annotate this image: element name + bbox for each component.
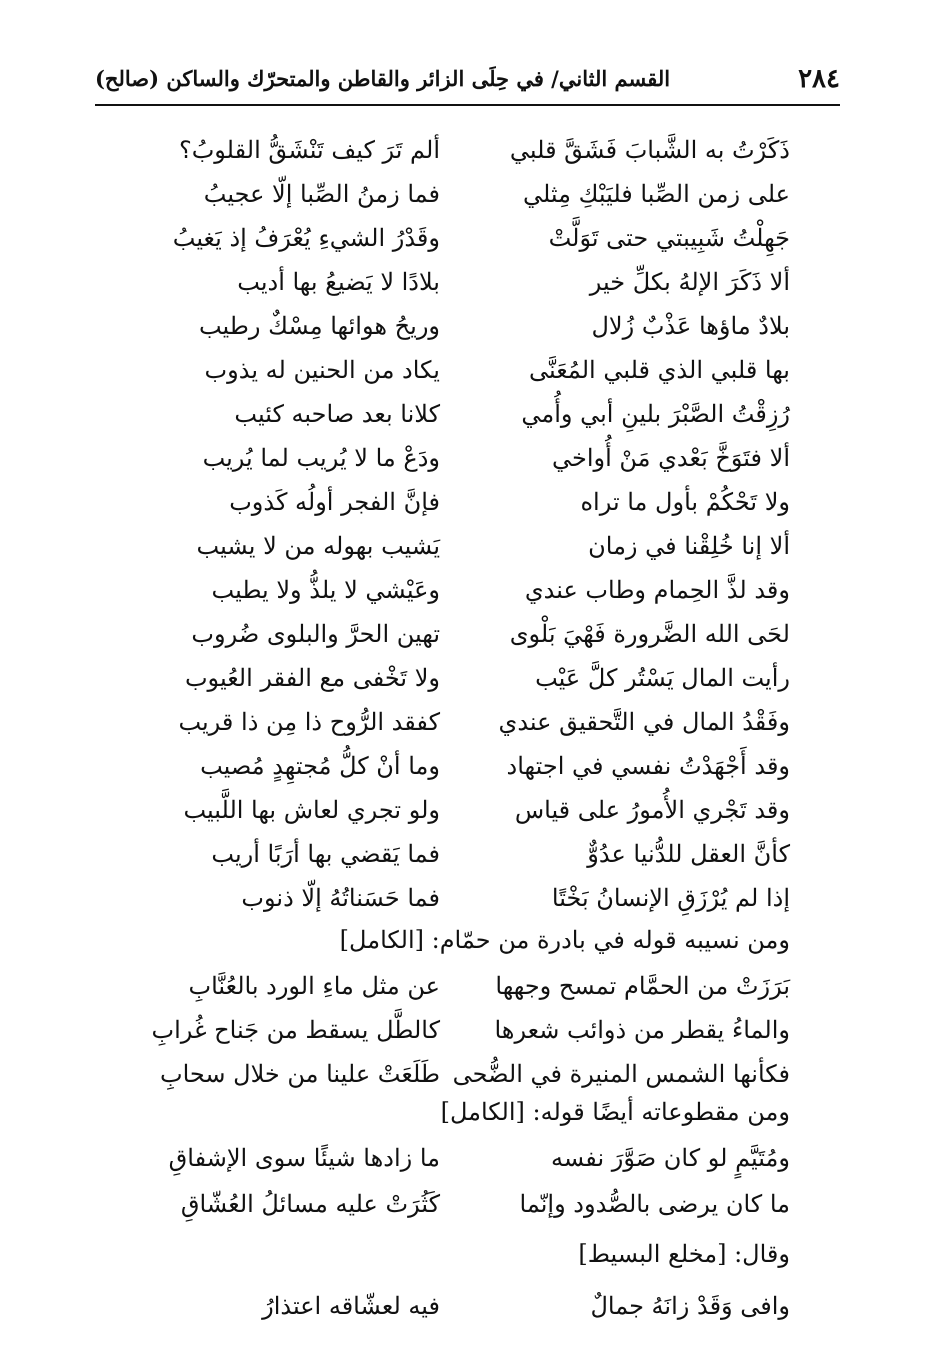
first-hemistich: فكأنها الشمس المنيرة في الضُّحى bbox=[452, 1060, 790, 1088]
second-hemistich: كالطَّل يسقط من جَناح غُرابِ bbox=[151, 1016, 440, 1044]
second-hemistich: فيه لعشّاقه اعتذارُ bbox=[262, 1292, 440, 1320]
second-hemistich: وريحُ هوائها مِسْكٌ رطيب bbox=[198, 312, 440, 340]
verse bbox=[150, 128, 790, 172]
first-hemistich: وقد تَجْري الأُمورُ على قياس bbox=[514, 796, 790, 824]
second-hemistich: ودَعْ ما لا يُريب لما يُريب bbox=[202, 444, 440, 472]
first-hemistich: وقد أَجْهَدْتُ نفسي في اجتهاد bbox=[506, 752, 790, 780]
first-hemistich: بَرَزَتْ من الحمَّام تمسح وجهها bbox=[495, 972, 790, 1000]
first-hemistich: وفَقْدُ المال في التَّحقيق عندي bbox=[498, 708, 790, 736]
first-hemistich: والماءُ يقطر من ذوائب شعرها bbox=[494, 1016, 790, 1044]
second-hemistich: بلادًا لا يَضيعُ بها أديب bbox=[237, 268, 440, 296]
second-hemistich: كفقد الرُّوح ذا مِن ذا قريب bbox=[178, 708, 440, 736]
verse bbox=[150, 216, 790, 260]
second-hemistich: وما أنْ كلُّ مُجتهِدٍ مُصيب bbox=[200, 752, 440, 780]
second-hemistich: عن مثل ماءِ الورد بالعُنَّابِ bbox=[188, 972, 440, 1000]
verse bbox=[150, 964, 790, 1008]
second-hemistich: تهين الحرَّ والبلوى ضُروب bbox=[191, 620, 440, 648]
second-hemistich: فما يَقضي بها أرَبًا أريب bbox=[211, 840, 440, 868]
first-hemistich: على زمن الصِّبا فليَبْكِ مِثلي bbox=[522, 180, 790, 208]
first-hemistich: بها قلبي الذي قلبي المُعَنَّى bbox=[529, 356, 790, 384]
second-hemistich: وعَيْشي لا يلذُّ ولا يطيب bbox=[211, 576, 440, 604]
first-hemistich: ألا إنا خُلِقْنا في زمان bbox=[588, 532, 790, 560]
first-hemistich: بلادٌ ماؤها عَذْبٌ زُلال bbox=[591, 312, 790, 340]
verse bbox=[150, 1052, 790, 1096]
first-hemistich: ألا ذَكَرَ الإلهُ بكلِّ خير bbox=[589, 268, 790, 296]
first-hemistich: ألا فتَوَخَّ بَعْدي مَنْ أُواخي bbox=[551, 444, 790, 472]
verse bbox=[150, 1182, 790, 1226]
second-hemistich: يكاد من الحنين له يذوب bbox=[204, 356, 440, 384]
first-hemistich: وقد لذَّ الحِمام وطاب عندي bbox=[524, 576, 790, 604]
second-hemistich: فإنَّ الفجر أولُه كَذوب bbox=[229, 488, 440, 516]
section-intro: ومن نسيبه قوله في بادرة من حمّام: [الكامل] bbox=[339, 926, 790, 954]
first-hemistich: ومُتَيَّمٍ لو كان صَوَّرَ نفسه bbox=[551, 1144, 790, 1172]
verse bbox=[150, 788, 790, 832]
page-header bbox=[95, 58, 840, 98]
second-hemistich: كلانا بعد صاحبه كئيب bbox=[234, 400, 440, 428]
verse bbox=[150, 1008, 790, 1052]
verse bbox=[150, 656, 790, 700]
second-hemistich: طَلَعَتْ علينا من خلال سحابِ bbox=[160, 1060, 440, 1088]
second-hemistich: ولا تَخْفى مع الفقر العُيوب bbox=[184, 664, 440, 692]
first-hemistich: جَهِلْتُ شَبِيبتي حتى تَوَلَّتْ bbox=[548, 224, 790, 252]
second-hemistich: ألم تَرَ كيف تَنْشَقُّ القلوبُ؟ bbox=[178, 136, 440, 164]
first-hemistich: ذَكَرْتُ به الشَّبابَ فَشَقَّ قلبي bbox=[509, 136, 790, 164]
first-hemistich: وافى وَقَدْ زانَهُ جمالٌ bbox=[590, 1292, 790, 1320]
verse bbox=[150, 832, 790, 876]
verse bbox=[150, 348, 790, 392]
first-hemistich: رأيت المال يَسْتُر كلَّ عَيْب bbox=[535, 664, 790, 692]
first-hemistich: كأنَّ العقل للدُّنيا عدُوٌّ bbox=[587, 840, 790, 868]
verse bbox=[150, 392, 790, 436]
verse bbox=[150, 260, 790, 304]
second-hemistich: ولو تجري لعاش بها اللَّبيب bbox=[183, 796, 440, 824]
verse bbox=[150, 480, 790, 524]
first-hemistich: رُزِقْتُ الصَّبْرَ بلينِ أبي وأُمي bbox=[521, 400, 790, 428]
page-number: ٢٨٤ bbox=[798, 64, 840, 94]
verse bbox=[150, 524, 790, 568]
verse bbox=[150, 568, 790, 612]
verse bbox=[150, 876, 790, 920]
header-rule bbox=[95, 104, 840, 106]
section-intro: وقال: [مخلع البسيط] bbox=[578, 1240, 790, 1268]
second-hemistich: فما حَسَناتُهُ إلّا ذنوب bbox=[241, 884, 440, 912]
verse bbox=[150, 436, 790, 480]
running-title: القسم الثاني/ في حِلَى الزائر والقاطن والمتحرّك والساكن (صالح) bbox=[95, 66, 671, 91]
section-intro: ومن مقطوعاته أيضًا قوله: [الكامل] bbox=[440, 1098, 790, 1126]
verse bbox=[150, 172, 790, 216]
verse bbox=[150, 744, 790, 788]
first-hemistich: لحَى الله الضَّرورة فَهْيَ بَلْوى bbox=[509, 620, 790, 648]
verse bbox=[150, 304, 790, 348]
second-hemistich: فما زمنُ الصِّبا إلّا عجيبُ bbox=[203, 180, 440, 208]
second-hemistich: وقَدْرُ الشيءِ يُعْرَفُ إذ يَغيبُ bbox=[172, 224, 440, 252]
first-hemistich: ما كان يرضى بالصُّدود وإنّما bbox=[519, 1190, 790, 1218]
first-hemistich: إذا لم يُرْزَقِ الإنسانُ بَخْتًا bbox=[551, 884, 790, 912]
second-hemistich: ما زادها شيئًا سوى الإشفاقِ bbox=[168, 1144, 440, 1172]
second-hemistich: كَثُرَتْ عليه مسائلُ العُشّاقِ bbox=[180, 1190, 440, 1218]
first-hemistich: ولا تَحْكُمْ بأول ما تراه bbox=[580, 488, 790, 516]
verse bbox=[150, 1284, 790, 1328]
second-hemistich: يَشيب بهوله من لا يشيب bbox=[196, 532, 440, 560]
verse bbox=[150, 612, 790, 656]
verse bbox=[150, 700, 790, 744]
verse bbox=[150, 1136, 790, 1180]
